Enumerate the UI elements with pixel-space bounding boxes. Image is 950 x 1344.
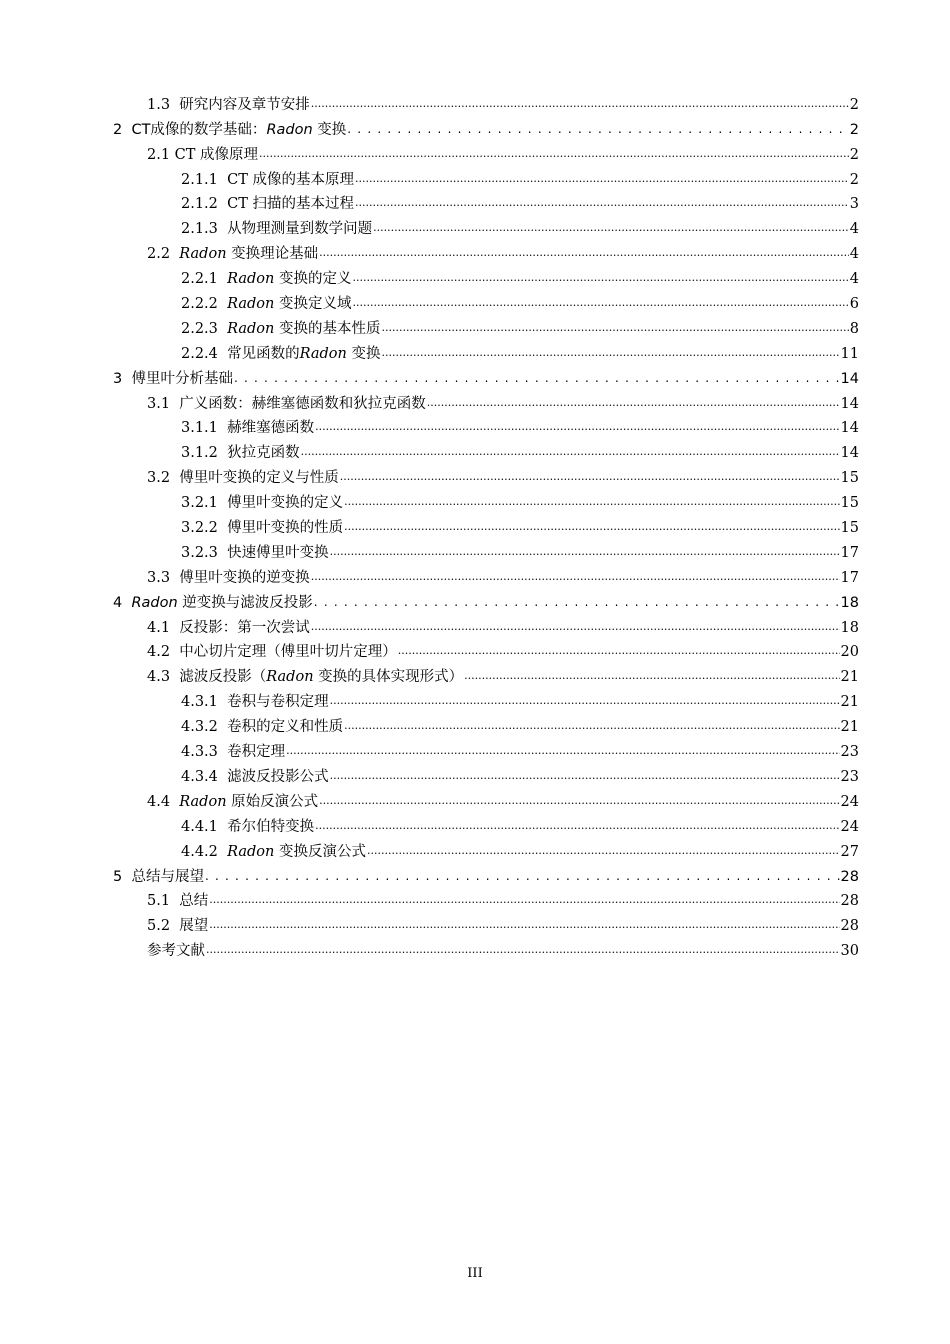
toc-entry-text: 傅里叶变换的逆变换: [179, 569, 310, 586]
toc-entry[interactable]: [0, 114, 950, 139]
toc-entry-number: 4.4: [147, 793, 171, 810]
toc-entry-italic-term: Radon: [227, 271, 275, 288]
toc-entry[interactable]: [0, 761, 950, 786]
toc-entry[interactable]: [0, 89, 950, 114]
toc-entry-title: [181, 171, 354, 189]
toc-entry[interactable]: [0, 164, 950, 189]
toc-entry-text: 中心切片定理（傅里叶切片定理）: [179, 644, 397, 661]
toc-entry-text: 变换: [317, 121, 347, 138]
toc-entry[interactable]: [0, 388, 950, 413]
toc-entry-title: [147, 469, 339, 487]
toc-entry-title: [181, 693, 329, 711]
toc-entry-number: 2.1.3: [181, 221, 218, 238]
toc-entry[interactable]: [0, 238, 950, 263]
toc-entry-text: 从物理测量到数学问题: [227, 221, 373, 238]
toc-page-number: 18: [840, 619, 859, 636]
toc-entry-text: 广义函数：赫维塞德函数和狄拉克函数: [179, 395, 426, 412]
toc-dot-leader: [311, 569, 840, 587]
toc-entry[interactable]: [0, 462, 950, 487]
toc-entry[interactable]: [0, 139, 950, 164]
toc-entry-number: 4.3.2: [181, 719, 218, 736]
toc-page-number: 6: [849, 296, 859, 313]
toc-dot-leader: [373, 220, 849, 238]
toc-dot-leader: [381, 345, 839, 363]
toc-entry-text: 逆变换与滤波反投影: [182, 594, 313, 611]
toc-entry-text: 卷积与卷积定理: [227, 694, 329, 711]
toc-page-number: 18: [840, 594, 859, 611]
toc-entry-text: 变换反演公式: [278, 843, 366, 860]
toc-dot-leader: [330, 544, 840, 562]
toc-entry-title: [147, 892, 208, 910]
toc-entry[interactable]: [0, 413, 950, 438]
toc-entry-title: [181, 345, 380, 363]
toc-entry-title: [181, 843, 366, 861]
toc-dot-leader: [464, 668, 839, 686]
toc-entry-number: 5.1: [147, 893, 171, 910]
toc-entry-text: 参考文献: [147, 943, 205, 960]
toc-dot-leader: [319, 793, 839, 811]
toc-page-number: 27: [840, 843, 859, 860]
toc-entry[interactable]: [0, 363, 950, 388]
toc-dot-leader: [314, 594, 840, 612]
toc-entry-title: [113, 370, 233, 388]
toc-entry-title: [113, 121, 346, 139]
toc-entry[interactable]: [0, 189, 950, 214]
toc-entry[interactable]: [0, 213, 950, 238]
toc-entry-text: 展望: [179, 918, 209, 935]
toc-entry-number: 4.3.3: [181, 744, 218, 761]
toc-entry-title: [181, 494, 343, 512]
toc-entry-italic-term: Radon: [179, 246, 227, 263]
toc-page-number: 23: [840, 744, 859, 761]
toc-page-number: 21: [840, 669, 859, 686]
toc-entry-text: 狄拉克函数: [227, 445, 300, 462]
toc-entry-title: [113, 868, 204, 886]
toc-dot-leader: [355, 171, 849, 189]
toc-entry-title: [181, 220, 372, 238]
toc-page-number: 28: [840, 918, 859, 935]
toc-entry[interactable]: [0, 437, 950, 462]
toc-entry-number: 2.2.1: [181, 271, 218, 288]
toc-page-number: 2: [849, 96, 859, 113]
toc-entry-title: [181, 419, 314, 437]
toc-entry-number: 4.3: [147, 669, 171, 686]
toc-entry-text: CT 扫描的基本过程: [227, 196, 354, 213]
toc-entry-text: 研究内容及章节安排: [179, 96, 310, 113]
page-number-footer: III: [467, 1266, 483, 1281]
toc-entry[interactable]: [0, 637, 950, 662]
toc-dot-leader: [209, 892, 839, 910]
toc-entry-number: 5.2: [147, 918, 171, 935]
toc-page-number: 24: [840, 818, 859, 835]
toc-dot-leader: [344, 494, 839, 512]
toc-page-number: 2: [849, 146, 859, 163]
toc-dot-leader: [286, 743, 839, 761]
toc-entry-title: [181, 195, 354, 213]
toc-entry-title: [181, 444, 300, 462]
toc-entry[interactable]: [0, 512, 950, 537]
toc-dot-leader: [330, 693, 840, 711]
toc-page-number: 28: [840, 893, 859, 910]
toc-entry-italic-term: Radon: [131, 594, 178, 611]
toc-entry-number: 4.3.1: [181, 694, 218, 711]
toc-entry-number: 1.3: [147, 96, 171, 113]
toc-entry-text: 卷积的定义和性质: [227, 719, 344, 736]
toc-entry[interactable]: [0, 612, 950, 637]
toc-entry-number: 3.2.1: [181, 495, 218, 512]
toc-entry-title: [147, 395, 426, 413]
toc-entry-number: 3.1.2: [181, 445, 218, 462]
toc-entry-text: 变换的定义: [278, 271, 352, 288]
toc-page-number: 21: [840, 694, 859, 711]
toc-dot-leader: [352, 295, 848, 313]
toc-entry-number: 3: [113, 370, 123, 387]
toc-entry[interactable]: [0, 661, 950, 686]
toc-entry-text: 傅里叶分析基础: [131, 370, 233, 387]
toc-page-number: 14: [840, 370, 859, 387]
toc-dot-leader: [311, 96, 849, 114]
toc-page-number: 17: [840, 569, 859, 586]
toc-entry-title: [147, 146, 258, 164]
toc-page-number: 15: [840, 470, 859, 487]
toc-entry[interactable]: [0, 686, 950, 711]
toc-entry[interactable]: [0, 587, 950, 612]
toc-entry-title: [181, 295, 351, 313]
toc-entry-number: 5: [113, 868, 123, 885]
toc-entry[interactable]: [0, 736, 950, 761]
toc-page-number: 23: [840, 768, 859, 785]
toc-entry-text: 反投影：第一次尝试: [179, 619, 310, 636]
toc-entry-text: 傅里叶变换的性质: [227, 520, 344, 537]
toc-entry-number: 3.2: [147, 470, 171, 487]
toc-entry-number: 4.4.2: [181, 843, 218, 860]
toc-entry-title: [147, 619, 310, 637]
toc-entry-number: 4.4.1: [181, 818, 218, 835]
toc-entry[interactable]: [0, 886, 950, 911]
toc-entry[interactable]: [0, 338, 950, 363]
toc-entry-number: 3.3: [147, 569, 171, 586]
toc-page-number: 14: [840, 420, 859, 437]
toc-entry-number: 2: [113, 121, 123, 138]
toc-entry[interactable]: [0, 711, 950, 736]
toc-entry-title: [147, 643, 397, 661]
toc-dot-leader: [206, 942, 840, 960]
toc-entry-text: 快速傅里叶变换: [227, 544, 329, 561]
toc-dot-leader: [311, 619, 840, 637]
toc-entry-title: [147, 245, 318, 263]
toc-entry[interactable]: [0, 935, 950, 960]
toc-entry[interactable]: [0, 910, 950, 935]
toc-entry-title: [181, 768, 329, 786]
toc-entry[interactable]: [0, 786, 950, 811]
toc-page-number: 24: [840, 793, 859, 810]
toc-dot-leader: [319, 245, 849, 263]
toc-entry-title: [147, 917, 208, 935]
toc-page-number: 2: [849, 171, 859, 188]
toc-entry-number: 3.1: [147, 395, 171, 412]
toc-entry-number: 2.2.3: [181, 320, 218, 337]
toc-page-number: 15: [840, 520, 859, 537]
toc-entry-title: [147, 668, 463, 686]
toc-page-number: 30: [840, 943, 859, 960]
toc-entry-title: [147, 96, 310, 114]
toc-page-number: 11: [840, 345, 859, 362]
toc-page-number: 4: [849, 221, 859, 238]
toc-entry-number: 3.2.3: [181, 544, 218, 561]
toc-entry-italic-term: Radon: [299, 345, 347, 362]
toc-entry-text: 赫维塞德函数: [227, 420, 315, 437]
toc-entry-text: 傅里叶变换的定义与性质: [179, 470, 339, 487]
toc-dot-leader: [209, 917, 839, 935]
toc-entry-italic-term: Radon: [266, 669, 314, 686]
toc-entry-text: 希尔伯特变换: [227, 818, 315, 835]
toc-entry[interactable]: [0, 313, 950, 338]
toc-page-number: 17: [840, 544, 859, 561]
toc-entry-text: 常见函数的: [227, 345, 300, 362]
toc-entry-number: 2.1: [147, 146, 171, 163]
toc-dot-leader: [259, 146, 849, 164]
toc-entry-text: 原始反演公式: [231, 793, 319, 810]
toc-entry-text: 卷积定理: [227, 744, 286, 761]
toc-entry-text: 变换: [351, 345, 381, 362]
toc-entry-title: [181, 718, 343, 736]
toc-entry-title: [147, 569, 310, 587]
toc-entry-title: [181, 743, 285, 761]
toc-dot-leader: [330, 768, 840, 786]
toc-page-number: 14: [840, 395, 859, 412]
toc-entry-text: 变换定义域: [278, 296, 352, 313]
toc-entry-text: 总结: [179, 893, 209, 910]
toc-entry-text: 傅里叶变换的定义: [227, 495, 344, 512]
toc-entry-title: [181, 270, 351, 288]
toc-entry-number: 4.2: [147, 644, 171, 661]
toc-dot-leader: [352, 270, 848, 288]
toc-entry-title: [113, 594, 313, 612]
toc-page-number: 4: [849, 271, 859, 288]
toc-entry-number: 3.1.1: [181, 420, 218, 437]
toc-entry-title: [181, 544, 329, 562]
toc-page-number: 21: [840, 719, 859, 736]
toc-dot-leader: [301, 444, 840, 462]
toc-entry-text: CT 成像的基本原理: [227, 171, 354, 188]
toc-entry[interactable]: [0, 288, 950, 313]
toc-entry-text: 变换理论基础: [231, 246, 319, 263]
toc-page-number: 8: [849, 320, 859, 337]
toc-dot-leader: [381, 320, 848, 338]
toc-entry[interactable]: [0, 537, 950, 562]
toc-entry-text: CT 成像原理: [174, 146, 259, 163]
toc-page-number: 20: [840, 644, 859, 661]
toc-entry-title: [147, 942, 205, 960]
toc-entry[interactable]: [0, 811, 950, 836]
toc-dot-leader: [315, 818, 839, 836]
toc-entry-number: 4.3.4: [181, 768, 218, 785]
toc-entry-number: 2.2: [147, 246, 171, 263]
toc-entry-italic-term: Radon: [227, 296, 275, 313]
toc-entry-number: 2.1.2: [181, 196, 218, 213]
toc-entry-title: [181, 320, 380, 338]
toc-dot-leader: [344, 718, 839, 736]
toc-dot-leader: [340, 469, 840, 487]
toc-entry-italic-term: Radon: [227, 320, 275, 337]
toc-page-number: 28: [840, 868, 859, 885]
toc-dot-leader: [367, 843, 840, 861]
toc-entry-text: 总结与展望: [131, 868, 204, 885]
toc-dot-leader: [315, 419, 839, 437]
toc-entry-title: [181, 519, 343, 537]
table-of-contents: [0, 89, 950, 960]
toc-entry-italic-term: Radon: [266, 121, 313, 138]
toc-entry-number: 4.1: [147, 619, 171, 636]
toc-dot-leader: [344, 519, 839, 537]
toc-dot-leader: [355, 195, 849, 213]
toc-dot-leader: [205, 868, 840, 886]
toc-entry-title: [181, 818, 314, 836]
toc-entry[interactable]: [0, 263, 950, 288]
toc-dot-leader: [234, 370, 840, 388]
toc-entry-text: 变换的具体实现形式）: [318, 669, 464, 686]
toc-entry[interactable]: [0, 861, 950, 886]
toc-entry-text: 滤波反投影（: [179, 669, 267, 686]
toc-entry-number: 3.2.2: [181, 520, 218, 537]
toc-entry-text: CT成像的数学基础：: [131, 121, 267, 138]
toc-entry-number: 2.2.4: [181, 345, 218, 362]
toc-page-number: 15: [840, 495, 859, 512]
toc-entry[interactable]: [0, 562, 950, 587]
toc-entry[interactable]: [0, 836, 950, 861]
toc-entry-text: 滤波反投影公式: [227, 768, 329, 785]
toc-dot-leader: [347, 121, 848, 139]
toc-entry-number: 2.1.1: [181, 171, 218, 188]
toc-entry[interactable]: [0, 487, 950, 512]
toc-page-number: 4: [849, 246, 859, 263]
toc-dot-leader: [427, 395, 840, 413]
toc-entry-italic-term: Radon: [227, 843, 275, 860]
toc-entry-number: 2.2.2: [181, 296, 218, 313]
toc-page-number: 3: [849, 196, 859, 213]
toc-entry-number: 4: [113, 594, 123, 611]
toc-entry-title: [147, 793, 318, 811]
toc-entry-text: 变换的基本性质: [278, 320, 381, 337]
toc-dot-leader: [398, 643, 840, 661]
toc-entry-italic-term: Radon: [179, 793, 227, 810]
toc-page-number: 14: [840, 445, 859, 462]
toc-page-number: 2: [849, 121, 859, 138]
